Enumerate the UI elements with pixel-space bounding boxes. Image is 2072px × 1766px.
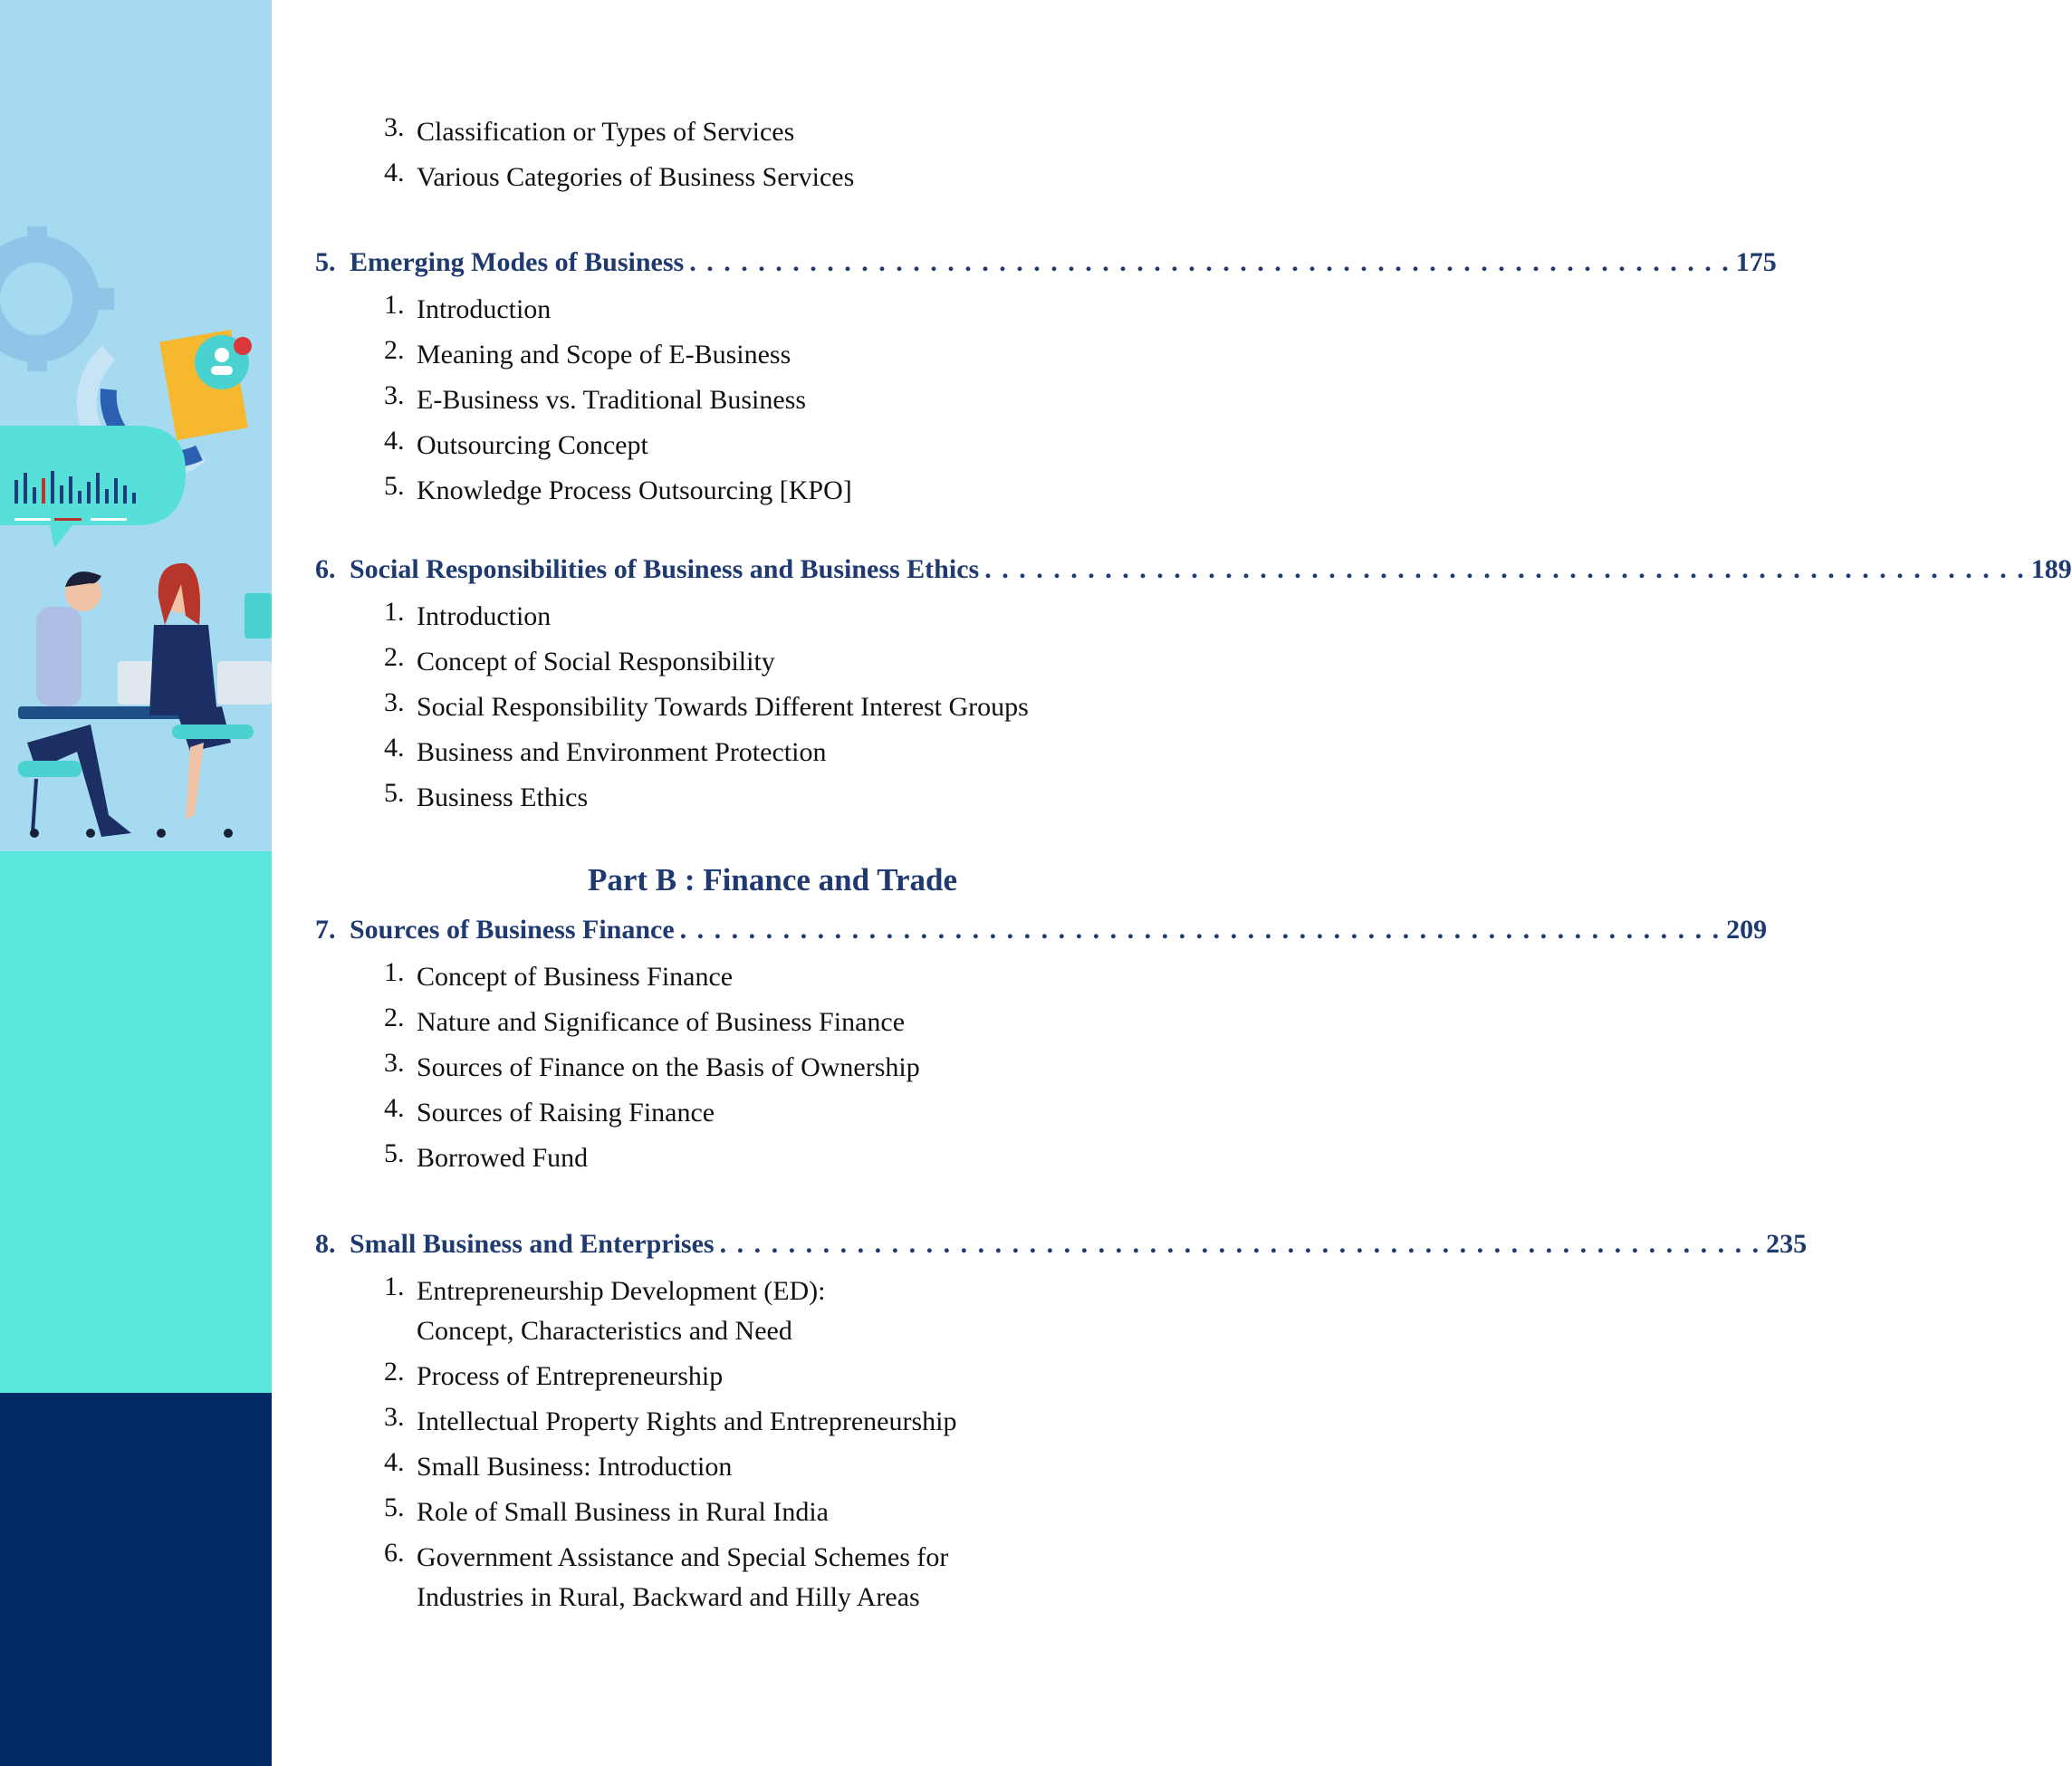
list-item <box>384 1138 1226 1178</box>
list-item <box>384 778 1226 818</box>
list-item <box>384 1447 1226 1487</box>
item-text: Knowledge Process Outsourcing [KPO] <box>417 475 852 505</box>
item-text: E-Business vs. Traditional Business <box>417 385 807 415</box>
list-item <box>384 426 1226 465</box>
chapter-title: Social Responsibilities of Business and Business Ethics <box>350 554 980 584</box>
chapter-page-number: 235 <box>1766 1229 1808 1259</box>
chapter-page-number: 209 <box>1726 915 1768 945</box>
dot-leader: . . . . . . . . . . . . . . . . . . . . . . . . . . . . . . . . . . . . . . . . . . . . . . . . . . . . . . . . . . . . . <box>679 915 1722 945</box>
item-text: Process of Entrepreneurship <box>417 1361 724 1391</box>
item-number: 3. <box>384 380 405 410</box>
item-text-line-1: Government Assistance and Special Schemes for <box>417 1542 949 1572</box>
chapter-number: 7. <box>315 915 336 945</box>
item-text-line-2: Concept, Characteristics and Need <box>417 1316 792 1346</box>
chapter-heading-8 <box>315 1229 1808 1260</box>
item-number: 5. <box>384 471 405 501</box>
item-number: 3. <box>384 1402 405 1432</box>
sidebar <box>0 0 272 1766</box>
sidebar-cyan-band <box>0 851 272 1393</box>
item-text <box>417 1538 1226 1617</box>
item-text: Business Ethics <box>417 782 589 812</box>
dot-leader: . . . . . . . . . . . . . . . . . . . . . . . . . . . . . . . . . . . . . . . . . . . . . . . . . . . . . . . . . . . . . <box>984 554 2026 584</box>
item-text: Role of Small Business in Rural India <box>417 1497 829 1527</box>
chapter-number: 6. <box>315 554 336 584</box>
bar-chart-icon <box>0 426 186 548</box>
item-text: Classification or Types of Services <box>417 117 795 147</box>
chapter-heading-7 <box>315 915 1768 945</box>
item-number: 3. <box>384 687 405 717</box>
gear-icon <box>0 226 114 371</box>
item-text: Sources of Raising Finance <box>417 1098 715 1128</box>
sidebar-navy-band <box>0 1393 272 1766</box>
item-number: 2. <box>384 1003 405 1032</box>
item-number: 3. <box>384 112 405 142</box>
list-item <box>384 335 1226 375</box>
item-text <box>417 1272 1226 1351</box>
list-item <box>384 1357 1226 1396</box>
item-number: 3. <box>384 1048 405 1078</box>
item-number: 2. <box>384 1357 405 1387</box>
item-number: 1. <box>384 957 405 987</box>
item-text-line-2: Industries in Rural, Backward and Hilly Areas <box>417 1582 920 1612</box>
item-text: Sources of Finance on the Basis of Ownership <box>417 1052 920 1082</box>
list-item <box>384 290 1226 330</box>
item-text: Various Categories of Business Services <box>417 162 855 192</box>
chapter-number: 8. <box>315 1229 336 1259</box>
item-text: Business and Environment Protection <box>417 737 827 767</box>
list-item <box>384 471 1226 511</box>
item-number: 1. <box>384 597 405 627</box>
item-text: Social Responsibility Towards Different Interest Groups <box>417 692 1029 722</box>
item-text: Introduction <box>417 294 552 324</box>
part-heading: Part B : Finance and Trade <box>587 862 957 897</box>
item-number: 4. <box>384 733 405 763</box>
chapter-heading-5 <box>315 247 1777 278</box>
item-number: 1. <box>384 290 405 320</box>
item-number: 4. <box>384 1093 405 1123</box>
item-number: 1. <box>384 1272 405 1301</box>
item-text: Borrowed Fund <box>417 1143 589 1173</box>
list-item <box>384 687 1226 727</box>
list-item <box>384 1402 1226 1442</box>
chapter-number: 5. <box>315 247 336 277</box>
chapter-title: Emerging Modes of Business <box>350 247 685 277</box>
list-item <box>384 1048 1226 1088</box>
list-item <box>384 380 1226 420</box>
item-text: Small Business: Introduction <box>417 1452 733 1482</box>
item-number: 2. <box>384 642 405 672</box>
chapter-page-number: 175 <box>1735 247 1777 277</box>
list-item <box>384 597 1226 637</box>
chapter-title: Small Business and Enterprises <box>350 1229 715 1259</box>
item-number: 5. <box>384 1138 405 1168</box>
list-item <box>384 1093 1226 1133</box>
item-number: 4. <box>384 1447 405 1477</box>
item-text: Meaning and Scope of E-Business <box>417 340 791 370</box>
item-text: Outsourcing Concept <box>417 430 648 460</box>
list-item <box>384 112 1226 152</box>
item-number: 6. <box>384 1538 405 1568</box>
item-text-line-1: Entrepreneurship Development (ED): <box>417 1276 826 1306</box>
list-item <box>384 1272 1226 1351</box>
chapter-title: Sources of Business Finance <box>350 915 675 945</box>
list-item <box>384 957 1226 997</box>
list-item <box>384 1538 1226 1617</box>
list-item <box>384 1492 1226 1532</box>
item-text: Concept of Business Finance <box>417 962 734 992</box>
chapter-page-number: 189 <box>2030 554 2072 584</box>
item-number: 2. <box>384 335 405 365</box>
item-number: 5. <box>384 1492 405 1522</box>
dot-leader: . . . . . . . . . . . . . . . . . . . . . . . . . . . . . . . . . . . . . . . . . . . . . . . . . . . . . . . . . . . . . <box>719 1229 1761 1259</box>
item-number: 4. <box>384 158 405 187</box>
item-text: Nature and Significance of Business Finance <box>417 1007 906 1037</box>
item-text: Introduction <box>417 601 552 631</box>
dot-leader: . . . . . . . . . . . . . . . . . . . . . . . . . . . . . . . . . . . . . . . . . . . . . . . . . . . . . . . . . . . . . <box>689 247 1731 277</box>
item-text: Intellectual Property Rights and Entrepreneurship <box>417 1406 957 1436</box>
list-item <box>384 1003 1226 1042</box>
item-number: 4. <box>384 426 405 456</box>
item-text: Concept of Social Responsibility <box>417 647 775 677</box>
item-number: 5. <box>384 778 405 808</box>
list-item <box>384 733 1226 773</box>
list-item <box>384 158 1226 197</box>
user-icon <box>195 335 252 389</box>
chapter-heading-6 <box>315 554 2072 585</box>
list-item <box>384 642 1226 682</box>
office-illustration <box>0 235 272 851</box>
